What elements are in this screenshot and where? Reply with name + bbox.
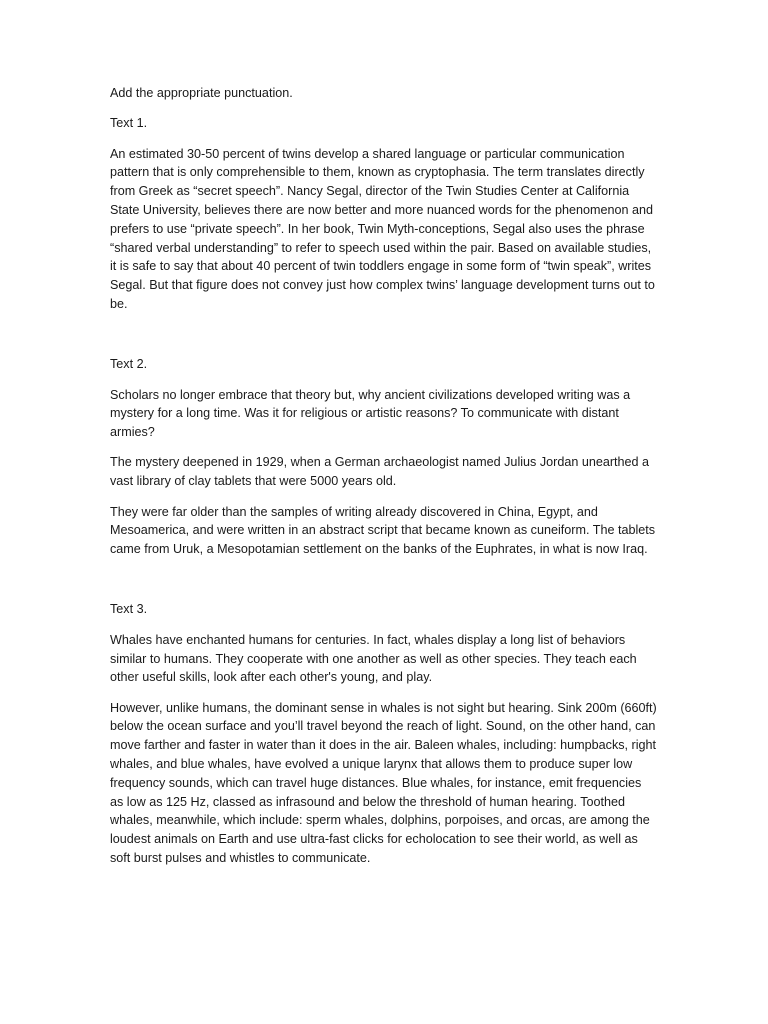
section-heading-text-3: Text 3. bbox=[110, 602, 148, 617]
text-2-paragraph-3: They were far older than the samples of writing already discovered in China, Egypt, and Mesoamerica, and were written in an abstract script that became known as cuneiform. The tablets came from Uruk, a Mesopotamian settlement on the banks of the Euphrates, in what is now Iraq. bbox=[110, 504, 656, 557]
document-page bbox=[110, 84, 658, 879]
text-3-paragraph-2: However, unlike humans, the dominant sense in whales is not sight but hearing. Sink 200m (660ft) below the ocean surface and you’ll travel beyond the reach of light. Sound, on the other hand, can move farther and faster in water than it does in the air. Baleen whales, including: humpbacks, right whales, and blue whales, have evolved a unique larynx that allows them to produce super low frequency sounds, which can travel huge distances. Blue whales, for instance, emit frequencies as low as 125 Hz, classed as infrasound and below the threshold of human hearing. Toothed whales, meanwhile, which include: sperm whales, dolphins, porpoises, and orcas, are among the loudest animals on Earth and use ultra-fast clicks for echolocation to see their world, as well as soft burst pulses and whistles to communicate. bbox=[110, 700, 657, 865]
text-1-paragraph-1: An estimated 30-50 percent of twins develop a shared language or particular communication pattern that is only comprehensible to them, known as cryptophasia. The term translates directly from Greek as “secret speech”. Nancy Segal, director of the Twin Studies Center at California State University, believes there are now better and more nuanced words for the phenomenon and prefers to use “private speech”. In her book, Twin Myth-conceptions, Segal also uses the phrase “shared verbal understanding” to refer to speech used within the pair. Based on available studies, it is safe to say that about 40 percent of twin toddlers engage in some form of “twin speak”, writes Segal. But that figure does not convey just how complex twins’ language development turns out to be. bbox=[110, 146, 655, 311]
text-2-paragraph-1: Scholars no longer embrace that theory but, why ancient civilizations developed writing was a mystery for a long time. Was it for religious or artistic reasons? To communicate with distant armies? bbox=[110, 387, 631, 440]
text-2-paragraph-2: The mystery deepened in 1929, when a German archaeologist named Julius Jordan unearthed a vast library of clay tablets that were 5000 years old. bbox=[110, 455, 650, 489]
section-heading-text-1: Text 1. bbox=[110, 116, 148, 131]
text-3-paragraph-1: Whales have enchanted humans for centuries. In fact, whales display a long list of behaviors similar to humans. They cooperate with one another as well as other species. They teach each other useful skills, look after each other's young, and play. bbox=[110, 632, 637, 685]
section-spacer bbox=[110, 325, 658, 355]
instruction-text: Add the appropriate punctuation. bbox=[110, 86, 293, 100]
section-spacer bbox=[110, 570, 658, 600]
section-heading-text-2: Text 2. bbox=[110, 357, 148, 372]
